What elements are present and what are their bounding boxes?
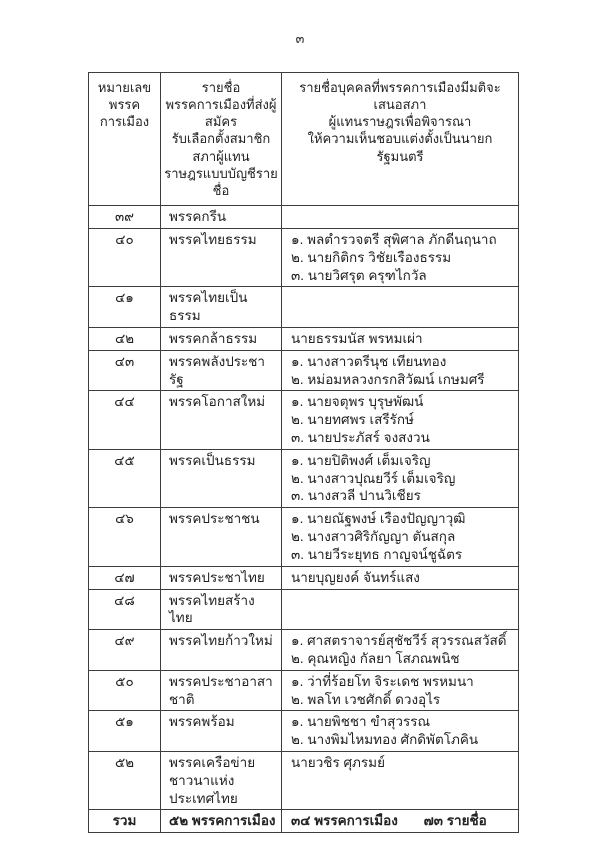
party-row	[89, 287, 519, 328]
party-row	[89, 206, 519, 229]
candidate-name: ๑. พลตำรวจตรี สุพิศาล ภักดีนฤนาถ	[291, 231, 497, 247]
candidate-name: ๒. นายทศพร เสรีรักษ์	[291, 412, 414, 428]
party-name: พรรคกรีน	[161, 206, 282, 229]
party-name: พรรคพลังประชารัฐ	[161, 350, 282, 391]
candidate-name: นายบุญยงค์ จันทร์แสง	[291, 569, 420, 585]
party-number: ๔๒	[89, 327, 161, 350]
candidate-name: ๒. พลโท เวชศักดิ์ ดวงอุไร	[291, 691, 441, 707]
header-party-name	[161, 73, 282, 206]
table-header	[89, 73, 519, 206]
candidate-name: ๒. หม่อมหลวงกรกสิวัฒน์ เกษมศรี	[291, 371, 485, 387]
header-candidate-names	[282, 73, 519, 206]
candidate-list	[282, 391, 519, 449]
total-label: รวม	[89, 810, 161, 833]
page-number: ๓	[295, 31, 305, 46]
party-number: ๕๑	[89, 711, 161, 752]
party-number: ๔๔	[89, 391, 161, 449]
candidate-name: นายธรรมนัส พรหมเผ่า	[291, 330, 423, 346]
candidate-list	[282, 206, 519, 229]
party-row	[89, 449, 519, 507]
party-name: พรรคพร้อม	[161, 711, 282, 752]
header-line: ราษฎรแบบบัญชีรายชื่อ	[164, 165, 278, 198]
table-header-row	[89, 73, 519, 206]
candidate-name: ๒. คุณหญิง กัลยา โสภณพนิช	[291, 650, 460, 666]
table-body	[89, 206, 519, 810]
party-number: ๕๒	[89, 752, 161, 810]
party-row	[89, 566, 519, 589]
party-number: ๕๐	[89, 670, 161, 711]
total-parties: ๕๒ พรรคการเมือง	[161, 810, 282, 833]
candidate-list	[282, 449, 519, 507]
party-row	[89, 228, 519, 286]
party-row	[89, 589, 519, 630]
party-candidates-table	[88, 72, 519, 833]
party-row	[89, 752, 519, 810]
party-number: ๔๑	[89, 287, 161, 328]
header-line: รายชื่อบุคคลที่พรรคการเมืองมีมติจะเสนอสภา	[299, 80, 501, 113]
party-row	[89, 350, 519, 391]
candidate-name: ๑. นายณัฐพงษ์ เรืองปัญญาวุฒิ	[291, 511, 466, 527]
party-name: พรรคกล้าธรรม	[161, 327, 282, 350]
candidate-name: ๒. นางสาวศิริกัญญา ตันสกุล	[291, 529, 456, 545]
party-row	[89, 391, 519, 449]
party-number: ๔๐	[89, 228, 161, 286]
party-number: ๓๙	[89, 206, 161, 229]
party-row	[89, 711, 519, 752]
party-number: ๔๘	[89, 589, 161, 630]
party-name: พรรคประชาไทย	[161, 566, 282, 589]
candidate-list	[282, 287, 519, 328]
candidate-list	[282, 752, 519, 810]
candidate-list	[282, 228, 519, 286]
party-row	[89, 327, 519, 350]
candidate-list	[282, 350, 519, 391]
candidate-list	[282, 670, 519, 711]
candidate-name: ๓. นางสวลี ปานวิเชียร	[291, 488, 421, 504]
party-number: ๔๗	[89, 566, 161, 589]
party-name: พรรคเป็นธรรม	[161, 449, 282, 507]
party-row	[89, 670, 519, 711]
header-line: ให้ความเห็นชอบแต่งตั้งเป็นนายกรัฐมนตรี	[307, 131, 493, 164]
party-name: พรรคโอกาสใหม่	[161, 391, 282, 449]
candidate-name: ๑. ว่าที่ร้อยโท จิระเดช พรหมนา	[291, 673, 474, 689]
party-name: พรรคประชาอาสาชาติ	[161, 670, 282, 711]
candidate-name: ๑. นายพิชชา ขำสุวรรณ	[291, 714, 431, 730]
header-line: ผู้แทนราษฎรเพื่อพิจารณา	[328, 114, 472, 130]
candidate-name: ๑. ศาสตราจารย์สุชัชวีร์ สุวรรณสวัสดิ์	[291, 633, 507, 649]
candidate-name: ๑. นายปิติพงศ์ เต็มเจริญ	[291, 452, 431, 468]
table-footer	[89, 810, 519, 833]
candidate-name: ๒. นายกิติกร วิชัยเรืองธรรม	[291, 249, 452, 265]
candidate-name: ๑. นายจตุพร บุรุษพัฒน์	[291, 394, 424, 410]
party-number: ๔๙	[89, 630, 161, 671]
party-name: พรรคประชาชน	[161, 508, 282, 566]
candidate-list	[282, 630, 519, 671]
party-row	[89, 508, 519, 566]
total-row	[89, 810, 519, 833]
header-line: การเมือง	[99, 114, 150, 130]
candidate-name: ๒. นางสาวปุณยวีร์ เต็มเจริญ	[291, 470, 456, 486]
total-candidate-names: ๗๓ รายชื่อ	[423, 813, 487, 829]
header-line: รายชื่อพรรคการเมืองที่ส่งผู้สมัคร	[165, 80, 277, 130]
total-nominating-parties: ๓๔ พรรคการเมือง	[291, 813, 398, 829]
party-number: ๔๓	[89, 350, 161, 391]
candidate-name: นายวชิร ศุภรมย์	[291, 755, 385, 771]
candidate-list	[282, 711, 519, 752]
party-name: พรรคเครือข่ายชาวนาแห่งประเทศไทย	[161, 752, 282, 810]
party-number: ๔๖	[89, 508, 161, 566]
candidate-list	[282, 566, 519, 589]
header-line: รับเลือกตั้งสมาชิกสภาผู้แทน	[171, 131, 271, 164]
candidate-list	[282, 327, 519, 350]
party-number: ๔๕	[89, 449, 161, 507]
party-name: พรรคไทยเป็นธรรม	[161, 287, 282, 328]
party-name: พรรคไทยสร้างไทย	[161, 589, 282, 630]
candidate-name: ๑. นางสาวตรีนุช เทียนทอง	[291, 353, 447, 369]
total-candidates	[282, 810, 519, 833]
candidate-name: ๒. นางพิมไหมทอง ศักดิพัตโภคิน	[291, 732, 479, 748]
header-line: พรรค	[108, 97, 141, 113]
party-name: พรรคไทยก้าวใหม่	[161, 630, 282, 671]
party-row	[89, 630, 519, 671]
candidate-name: ๓. นายประภัสร์ จงสงวน	[291, 430, 430, 446]
party-name: พรรคไทยธรรม	[161, 228, 282, 286]
candidate-list	[282, 589, 519, 630]
header-party-number	[89, 73, 161, 206]
candidate-name: ๓. นายวิศรุต ครุฑไกวัล	[291, 267, 427, 283]
candidate-name: ๓. นายวีระยุทธ กาญจน์ชูฉัตร	[291, 546, 463, 562]
candidate-list	[282, 508, 519, 566]
header-line: หมายเลข	[97, 80, 152, 95]
